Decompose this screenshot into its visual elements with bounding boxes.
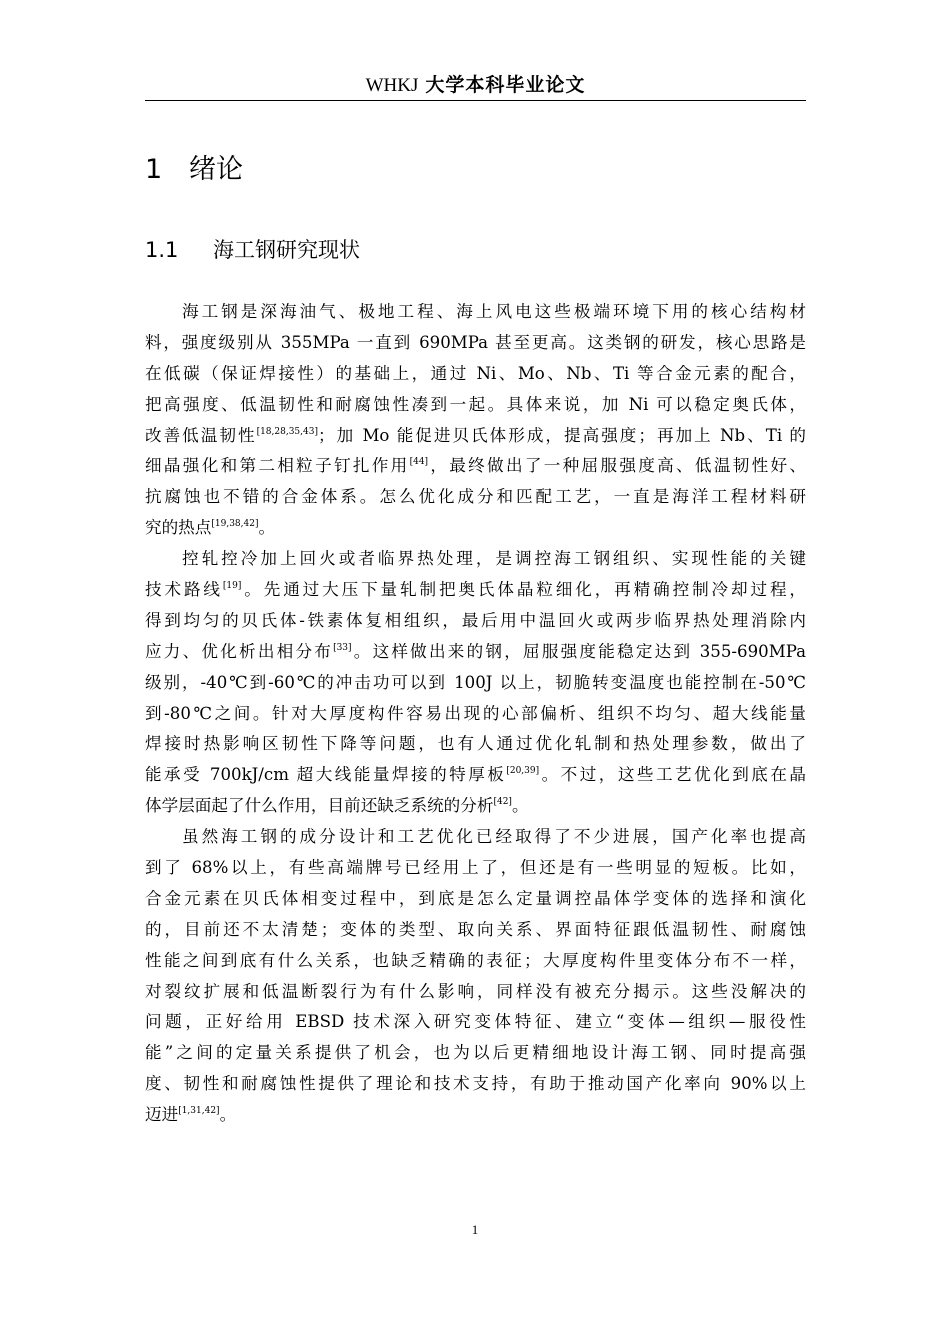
text-run: 合金元素在贝氏体相变过程中，到底是怎么定量调控晶体学变体的选择和演化 (145, 888, 806, 908)
text-run: 迈进 (145, 1105, 179, 1125)
text-run: ，最终做出了一种屈服强度高、低温韧性好、 (428, 456, 807, 476)
text-line (145, 390, 806, 421)
text-line (145, 513, 806, 544)
text-line (145, 606, 806, 637)
text-run: 应力、优化析出相分布 (145, 641, 334, 661)
text-line (145, 791, 806, 822)
text-line (145, 884, 806, 915)
text-line (145, 359, 806, 390)
text-run: 能”之间的定量关系提供了机会，也为以后更精细地设计海工钢、同时提高强 (145, 1043, 806, 1063)
citation: [20,39] (506, 766, 540, 777)
chapter-number: 1 (145, 154, 163, 185)
section-title-text: 海工钢研究现状 (213, 238, 360, 262)
citation: [1,31,42] (178, 1106, 220, 1117)
text-line (145, 668, 806, 699)
citation: [42] (493, 797, 512, 808)
text-line (145, 915, 806, 946)
text-line (145, 328, 806, 359)
text-run: 料，强度级别从 355MPa 一直到 690MPa 甚至更高。这类钢的研发，核心思路是 (145, 332, 806, 352)
text-run: 究的热点 (145, 518, 212, 538)
text-line (145, 1007, 806, 1038)
text-line (145, 482, 806, 513)
chapter-title (145, 150, 243, 190)
paragraph (145, 822, 806, 1131)
text-run: 细晶强化和第二相粒子钉扎作用 (145, 456, 410, 476)
text-run: 海工钢是深海油气、极地工程、海上风电这些极端环境下用的核心结构材 (182, 302, 806, 321)
text-run: 体学层面起了什么作用，目前还缺乏系统的分析 (145, 796, 494, 816)
text-line (145, 853, 806, 884)
text-line (145, 1038, 806, 1069)
text-run: 把高强度、低温韧性和耐腐蚀性凑到一起。具体来说，加 Ni 可以稳定奥氏体， (145, 394, 806, 414)
section-title (145, 233, 360, 267)
text-run: 能承受 700kJ/cm 超大线能量焊接的特厚板 (145, 765, 507, 785)
chapter-title-text: 绪论 (189, 154, 243, 185)
citation: [33] (333, 642, 352, 653)
text-line (145, 421, 806, 452)
text-run: 。不过，这些工艺优化到底在晶 (539, 765, 806, 785)
text-line (145, 729, 806, 760)
text-line (145, 1069, 806, 1100)
text-run: 技术路线 (145, 580, 223, 600)
text-run: 到了 68%以上，有些高端牌号已经用上了，但还是有一些明显的短板。比如， (145, 858, 806, 878)
page-number: 1 (471, 1222, 479, 1237)
text-run: 改善低温韧性 (145, 425, 257, 445)
text-run: 。 (511, 796, 529, 816)
text-run: 虽然海工钢的成分设计和工艺优化已经取得了不少进展，国产化率也提高 (182, 827, 806, 847)
text-line (145, 946, 806, 977)
text-line (145, 637, 806, 668)
paragraph (145, 544, 806, 822)
text-run: 在低碳（保证焊接性）的基础上，通过 Ni、Mo、Nb、Ti 等合金元素的配合， (145, 363, 806, 383)
running-header (145, 70, 806, 101)
text-run: 性能之间到底有什么关系，也缺乏精确的表征；大厚度构件里变体分布不一样， (145, 950, 806, 970)
text-run: 得到均匀的贝氏体-铁素体复相组织，最后用中温回火或两步临界热处理消除内 (145, 610, 806, 630)
text-run: ；加 Mo 能促进贝氏体形成，提高强度；再加上 Nb、Ti 的 (317, 425, 806, 445)
text-line (145, 760, 806, 791)
paragraph (145, 297, 806, 544)
header-document-type: 大学本科毕业论文 (425, 74, 586, 96)
text-run: 度、韧性和耐腐蚀性提供了理论和技术支持，有助于推动国产化率向 90%以上 (145, 1074, 806, 1094)
citation: [18,28,35,43] (256, 426, 318, 437)
text-line (145, 575, 806, 606)
text-run: 抗腐蚀也不错的合金体系。怎么优化成分和匹配工艺，一直是海洋工程材料研 (145, 487, 806, 507)
text-run: 焊接时热影响区韧性下降等问题，也有人通过优化轧制和热处理参数，做出了 (145, 734, 806, 754)
text-line (145, 1100, 806, 1131)
header-school-code: WHKJ (365, 75, 419, 96)
text-run: 。先通过大压下量轧制把奥氏体晶粒细化，再精确控制冷却过程， (241, 580, 807, 600)
body-text (145, 297, 806, 1131)
text-run: 。 (219, 1105, 237, 1125)
text-run: 。这样做出来的钢，屈服强度能稳定达到 355-690MPa (351, 641, 807, 661)
text-run: 级别，-40℃到-60℃的冲击功可以到 100J 以上，韧脆转变温度也能控制在-50℃ (145, 672, 806, 692)
text-run: 控轧控冷加上回火或者临界热处理，是调控海工钢组织、实现性能的关键 (182, 549, 806, 569)
section-number: 1.1 (145, 238, 179, 262)
text-line (145, 297, 806, 328)
text-line (145, 451, 806, 482)
text-run: 。 (258, 518, 276, 538)
text-line (145, 544, 806, 575)
text-run: 问题，正好给用 EBSD 技术深入研究变体特征、建立“变体—组织—服役性 (145, 1012, 806, 1032)
citation: [19] (222, 581, 242, 592)
citation: [19,38,42] (211, 519, 259, 530)
citation: [44] (409, 457, 429, 468)
text-run: 到-80℃之间。针对大厚度构件容易出现的心部偏析、组织不均匀、超大线能量 (145, 703, 806, 723)
text-line (145, 699, 806, 730)
text-line (145, 977, 806, 1008)
text-run: 对裂纹扩展和低温断裂行为有什么影响，同样没有被充分揭示。这些没解决的 (145, 981, 806, 1001)
text-run: 的，目前还不太清楚；变体的类型、取向关系、界面特征跟低温韧性、耐腐蚀 (145, 919, 806, 939)
text-line (145, 822, 806, 853)
